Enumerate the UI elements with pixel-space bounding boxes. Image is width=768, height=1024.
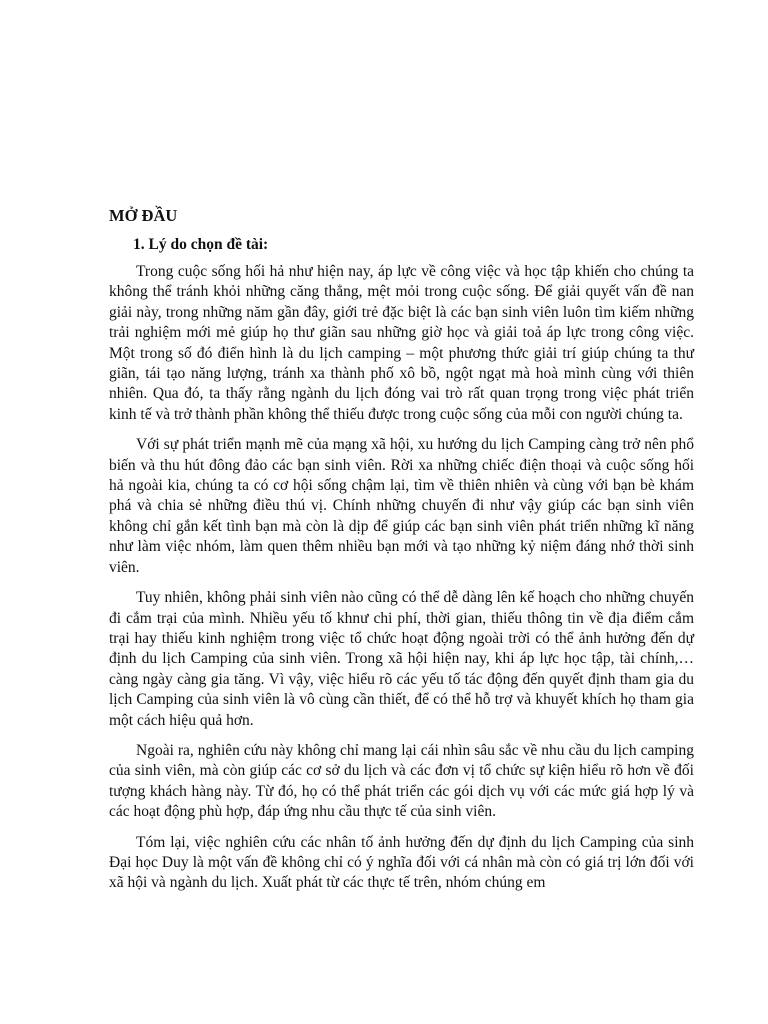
paragraph-2: Với sự phát triển mạnh mẽ của mạng xã hội, xu hướng du lịch Camping càng trở nên phổ biến và thu hút đông đảo các bạn sinh viên. Rời xa những chiếc điện thoại và cuộc sống hối hả ngoài kia, chúng ta có cơ hội sống chậm lại, tìm về thiên nhiên và cùng với bạn bè khám phá và chia sẻ những điều thú vị. Chính những chuyến đi như vậy giúp các bạn sinh viên không chỉ gắn kết tình bạn mà còn là dịp để giúp các bạn sinh viên phát triển những kĩ năng như làm việc nhóm, làm quen thêm nhiều bạn mới và tạo những kỷ niệm đáng nhớ thời sinh viên.: [109, 436, 694, 576]
paragraph-5: Tóm lại, việc nghiên cứu các nhân tố ảnh hưởng đến dự định du lịch Camping của sinh Đại học Duy là một vấn đề không chỉ có ý nghĩa đối với cá nhân mà còn có giá trị lớn đối với xã hội và ngành du lịch. Xuất phát từ các thực tế trên, nhóm chúng em: [109, 833, 694, 892]
document-heading: MỞ ĐẦU: [109, 206, 178, 225]
document-body: [109, 205, 694, 904]
paragraph-4: Ngoài ra, nghiên cứu này không chỉ mang lại cái nhìn sâu sắc về nhu cầu du lịch camping của sinh viên, mà còn giúp các cơ sở du lịch và các đơn vị tổ chức sự kiện hiểu rõ hơn về đối tượng khách hàng này. Từ đó, họ có thể phát triển các gói dịch vụ với các mức giá hợp lý và các hoạt động phù hợp, đáp ứng nhu cầu thực tế của sinh viên.: [109, 741, 694, 821]
paragraph-3: Tuy nhiên, không phải sinh viên nào cũng có thể dễ dàng lên kế hoạch cho những chuyến đi cắm trại của mình. Nhiều yếu tố khnư chi phí, thời gian, thiếu thông tin về địa điểm cắm trại hay thiếu kinh nghiệm trong việc tổ chức hoạt động ngoài trời có thể ảnh hưởng đến dự định du lịch Camping của sinh viên. Trong xã hội hiện nay, khi áp lực học tập, tài chính,… càng ngày càng gia tăng. Vì vậy, việc hiểu rõ các yếu tố tác động đến quyết định tham gia du lịch Camping của sinh viên là vô cùng cần thiết, để có thể hỗ trợ và khuyết khích họ tham gia một cách hiệu quả hơn.: [109, 589, 694, 729]
section-title: 1. Lý do chọn đề tài:: [133, 236, 269, 253]
paragraph-1: Trong cuộc sống hối hả như hiện nay, áp lực về công việc và học tập khiến cho chúng ta không thể tránh khỏi những căng thẳng, mệt mỏi trong cuộc sống. Để giải quyết vấn đề nan giải này, trong những năm gần đây, giới trẻ đặc biệt là các bạn sinh viên luôn tìm kiếm những trải nghiệm mới mẻ giúp họ thư giãn sau những giờ học và giải toả áp lực trong công việc. Một trong số đó điển hình là du lịch camping – một phương thức giải trí giúp chúng ta thư giãn, tái tạo năng lượng, tránh xa thành phố xô bồ, ngột ngạt mà hoà mình cùng với thiên nhiên. Qua đó, ta thấy rằng ngành du lịch đóng vai trò rất quan trọng trong việc phát triển kinh tế và trở thành phần không thể thiếu được trong cuộc sống của mỗi con người chúng ta.: [109, 263, 694, 423]
